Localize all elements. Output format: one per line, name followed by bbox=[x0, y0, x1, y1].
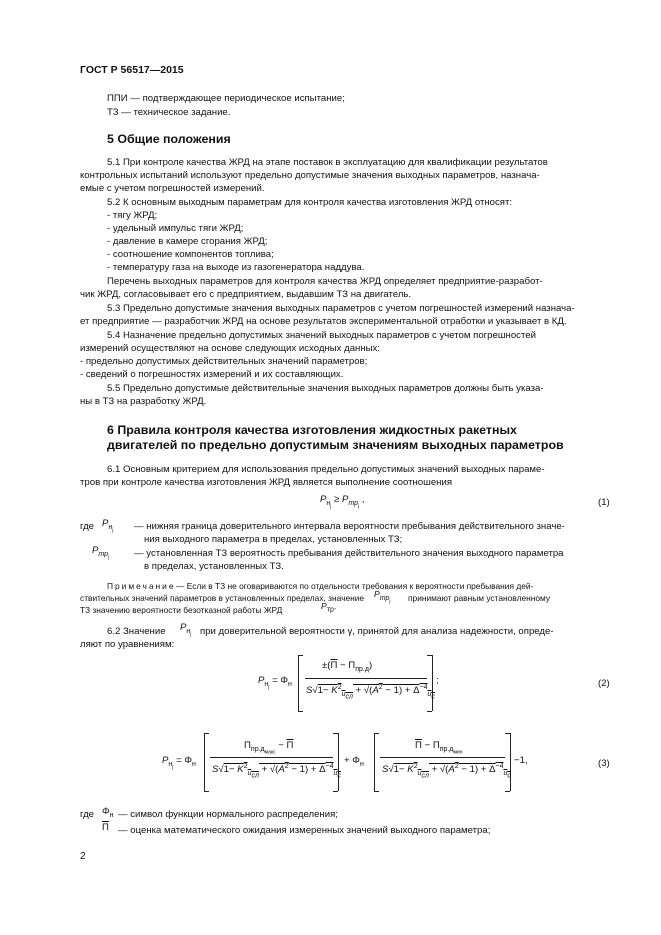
s5-list1-item: - удельный импульс тяги ЖРД; bbox=[107, 223, 244, 234]
symbol-p-tr-note: $P_{тр}$. bbox=[321, 601, 337, 614]
abbrev-ppi: ППИ — подтверждающее периодическое испытание; bbox=[107, 93, 345, 104]
page-number: 2 bbox=[80, 851, 86, 862]
s5-list1-item: - давление в камере сгорания ЖРД; bbox=[107, 236, 268, 247]
where1-b-l1: — установленная ТЗ вероятность пребывания действительного значения выходного параметра bbox=[134, 548, 564, 559]
s5-p4-l1: 5.3 Предельно допустимые значения выходных параметров с учетом погрешностей измерений назнача- bbox=[107, 303, 575, 314]
equation-3-number: (3) bbox=[598, 758, 610, 769]
symbol-pi-bar: П bbox=[102, 822, 109, 833]
s5-p6-l2: ны в ТЗ на разработку ЖРД. bbox=[80, 396, 207, 407]
note-l1: — Если в ТЗ не оговариваются по отдельности требования к вероятности пребывания дей- bbox=[176, 581, 534, 591]
s5-p3-l2: чик ЖРД, согласовывает его с предприятием, выдавшим ТЗ на двигатель. bbox=[80, 289, 412, 300]
equation-3-lhs: $P_{н_j} = \Phi_н$ bbox=[162, 755, 196, 771]
symbol-p-lower-2: $P_{н_j}$ bbox=[180, 622, 192, 638]
where1-b-l2: в пределах, установленных ТЗ. bbox=[144, 561, 284, 572]
equation-3-numerator-1: $П_{пр.д_{макс}} - П$ bbox=[244, 740, 294, 756]
note-label: Примечание bbox=[107, 581, 176, 591]
symbol-p-lower: $P_{н_j}$ bbox=[102, 518, 114, 534]
symbol-phi: $\Phi_н$ bbox=[102, 806, 114, 819]
equation-2-lhs: $P_{н_j} = \Phi_н$ bbox=[258, 675, 292, 691]
equation-1-number: (1) bbox=[598, 497, 610, 508]
s5-list1-item: - соотношение компонентов топлива; bbox=[107, 249, 274, 260]
s5-p4-l2: ет предприятие — разработчик ЖРД на основе результатов экспериментальной отработки и указывает в КД. bbox=[80, 316, 567, 327]
s5-list2-item: - предельно допустимых действительных значений параметров; bbox=[80, 356, 368, 367]
equation-2-semicolon: ; bbox=[436, 675, 439, 686]
s6-p2-c: ляют по уравнениям: bbox=[80, 639, 175, 650]
s5-p1-l2: контрольных испытаний используют предельно допустимые значения выходных параметров, назнача- bbox=[80, 170, 540, 181]
equation-2-denominator: $S√1- K^2_{и_{сл}} + √(A^2 - 1) + \Delta^{-4}_{и_с}$ bbox=[306, 684, 435, 701]
equation-3-plus: + $\Phi_н$ bbox=[344, 755, 364, 768]
s5-p6-l1: 5.5 Предельно допустимые действительные значения выходных параметров должны быть указа- bbox=[107, 383, 544, 394]
where2-a: — символ функции нормального распределения; bbox=[118, 809, 338, 820]
s6-p1-l1: 6.1 Основным критерием для использования предельно допустимых значений выходных параме- bbox=[107, 464, 545, 475]
s5-list1-item: - температуру газа на выходе из газогенератора наддува. bbox=[107, 262, 365, 273]
where1-a-l2: ния выходного параметра в пределах, установленных ТЗ; bbox=[144, 534, 403, 545]
equation-3-tail: −1, bbox=[514, 755, 528, 766]
where-label: где bbox=[80, 521, 95, 532]
section-6-title-l2: двигателей по предельно допустимым значениям выходных параметров bbox=[107, 438, 564, 452]
s5-p5-l1: 5.4 Назначение предельно допустимых значений выходных параметров с учетом погрешностей bbox=[107, 330, 536, 341]
equation-3-numerator-2: $П - П_{пр.д_{мин}}$ bbox=[415, 740, 463, 756]
s6-p1-l2: тров при контроле качества изготовления ЖРД является выполнение соотношения bbox=[80, 477, 453, 488]
note-l2a: ствительных значений параметров в установленных пределах, значение bbox=[80, 593, 365, 603]
note-l3: ТЗ значению вероятности безотказной работы ЖРД bbox=[80, 605, 283, 615]
section-6-title-l1: 6 Правила контроля качества изготовления жидкостных ракетных bbox=[107, 423, 517, 437]
where1-a-l1: — нижняя граница доверительного интервала вероятности пребывания действительного значе- bbox=[134, 521, 565, 532]
where2-b: — оценка математического ожидания измеренных значений выходного параметра; bbox=[118, 825, 491, 836]
equation-3-denominator-2: $S√1- K^2_{и_{сл}} + √(A^2 - 1) + \Delta^{-4}_{и_с}$ bbox=[382, 763, 511, 780]
s6-p2-a: 6.2 Значение bbox=[107, 626, 166, 637]
s5-p2: 5.2 К основным выходным параметрам для контроля качества изготовления ЖРД относят: bbox=[107, 197, 513, 208]
note-l2b: принимают равным установленному bbox=[408, 593, 551, 603]
abbrev-tz: ТЗ — техническое задание. bbox=[107, 107, 231, 118]
s5-p1-l1: 5.1 При контроле качества ЖРД на этапе поставок в эксплуатацию для квалификации результатов bbox=[107, 157, 548, 168]
symbol-p-required-note: $P_{тр_j}$ bbox=[374, 589, 391, 605]
equation-2-number: (2) bbox=[598, 678, 610, 689]
s5-list1-item: - тягу ЖРД; bbox=[107, 210, 158, 221]
where-label-2: где bbox=[80, 809, 95, 820]
standard-header: ГОСТ Р 56517—2015 bbox=[80, 64, 184, 76]
s5-p3-l1: Перечень выходных параметров для контроля качества ЖРД определяет предприятие-разработ- bbox=[107, 276, 543, 287]
equation-1: $P_{н_j} \ge P_{тр_j}$ , bbox=[320, 494, 365, 510]
s5-p5-l2: измерений осуществляют на основе следующих исходных данных: bbox=[80, 343, 380, 354]
equation-3-denominator-1: $S√1- K^2_{и_{сл}} + √(A^2 - 1) + \Delta^{-4}_{и_с}$ bbox=[212, 763, 341, 780]
section-5-title: 5 Общие положения bbox=[107, 132, 231, 146]
symbol-p-required: $P_{тр_j}$ bbox=[92, 545, 110, 561]
s6-p2-b: при доверительной вероятности γ, принятой для анализа надежности, опреде- bbox=[200, 626, 554, 637]
s5-list2-item: - сведений о погрешностях измерений и их составляющих. bbox=[80, 369, 344, 380]
s5-p1-l3: емые с учетом погрешностей измерений. bbox=[80, 183, 265, 194]
equation-2-numerator: $\pm(П - П_{пр.д})$ bbox=[322, 660, 373, 673]
